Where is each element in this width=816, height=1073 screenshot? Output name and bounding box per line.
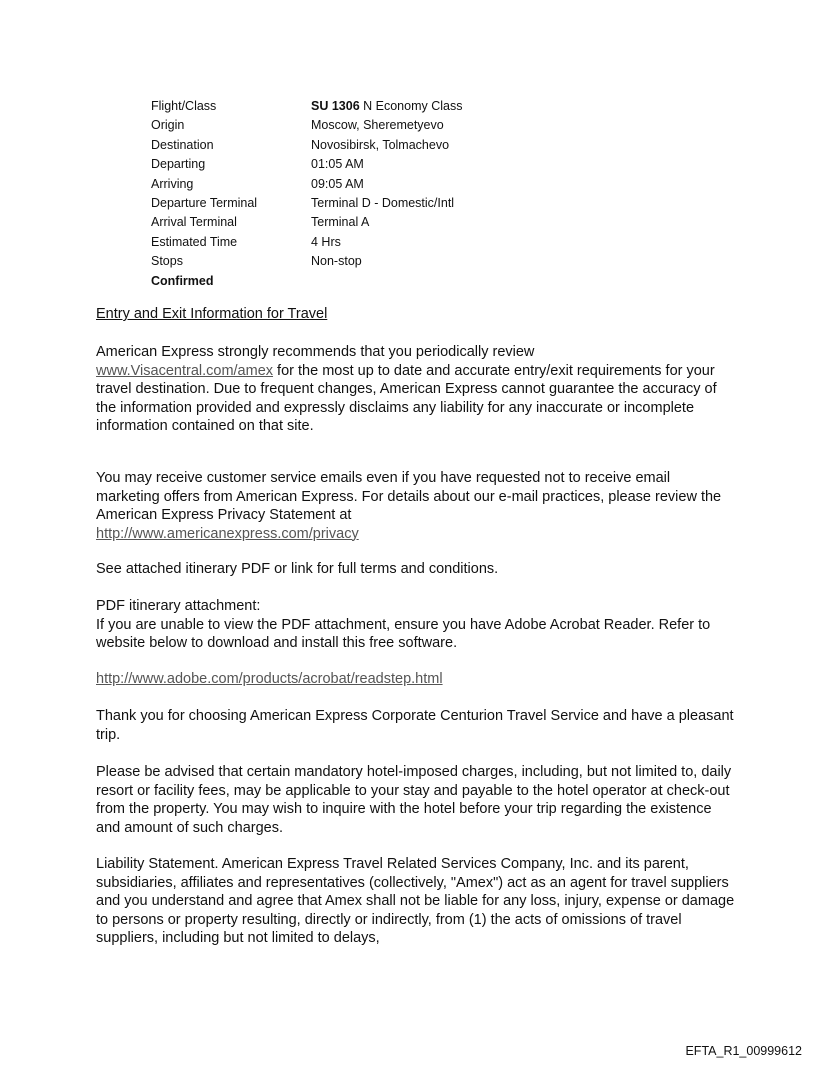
flight-value (311, 97, 462, 116)
flight-row-arrival-terminal (151, 213, 462, 232)
flight-row-departing (151, 155, 462, 174)
adobe-link[interactable]: http://www.adobe.com/products/acrobat/readstep.html (96, 671, 443, 687)
flight-label: Departure Terminal (151, 195, 258, 210)
flight-value: Terminal A (311, 215, 370, 230)
flight-row-origin (151, 116, 462, 135)
flight-row-destination (151, 136, 462, 155)
flight-number: SU 1306 (311, 99, 360, 113)
flight-label: Destination (151, 137, 214, 152)
flight-label: Flight/Class (151, 99, 217, 113)
pdf-paragraph (96, 597, 736, 653)
privacy-paragraph (96, 469, 736, 543)
flight-label: Estimated Time (151, 234, 238, 249)
document-id: EFTA_R1_00999612 (685, 1044, 802, 1058)
flight-row-arriving (151, 175, 462, 194)
terms-paragraph: See attached itinerary PDF or link for full terms and conditions. (96, 561, 499, 577)
flight-value: Novosibirsk, Tolmachevo (311, 137, 450, 152)
flight-value: 09:05 AM (311, 176, 364, 191)
entry-exit-paragraph (96, 343, 736, 436)
booking-status: Confirmed (151, 273, 214, 288)
flight-label: Arrival Terminal (151, 215, 237, 230)
pdf-text: If you are unable to view the PDF attachment, ensure you have Adobe Acrobat Reader. Refer to website below to download and install this free software. (96, 616, 711, 651)
flight-class: N Economy Class (359, 99, 463, 113)
entry-exit-body: for the most up to date and accurate entry/exit requirements for your travel destination. Due to frequent changes, American Express cannot guarantee the accuracy of the information provided and expressly disclaims any liability for any inaccurate or incomplete information contained on that site. (96, 362, 717, 434)
adobe-link-paragraph (96, 670, 736, 689)
flight-value: Moscow, Sheremetyevo (311, 118, 444, 133)
flight-value: Terminal D - Domestic/Intl (311, 195, 455, 210)
flight-row-stops (151, 252, 462, 271)
privacy-text: You may receive customer service emails even if you have requested not to receive email marketing offers from American Express. For details about our e-mail practices, please review the American Express Privacy Statement at (96, 470, 722, 523)
flight-row-status (151, 272, 462, 291)
flight-details-table (151, 97, 462, 291)
flight-row-departure-terminal (151, 194, 462, 213)
flight-label: Stops (151, 254, 183, 269)
flight-row-flight-class (151, 97, 462, 116)
flight-label: Arriving (151, 176, 194, 191)
privacy-link[interactable]: http://www.americanexpress.com/privacy (96, 525, 359, 542)
flight-value: 01:05 AM (311, 157, 364, 172)
entry-exit-intro: American Express strongly recommends that you periodically review (96, 344, 535, 360)
flight-value: 4 Hrs (311, 234, 341, 249)
flight-row-estimated-time (151, 233, 462, 252)
visacentral-link[interactable]: www.Visacentral.com/amex (96, 362, 274, 379)
flight-label: Origin (151, 118, 185, 133)
flight-value: Non-stop (311, 254, 362, 269)
pdf-title: PDF itinerary attachment: (96, 598, 261, 614)
entry-exit-heading: Entry and Exit Information for Travel (96, 306, 328, 322)
thanks-paragraph: Thank you for choosing American Express Corporate Centurion Travel Service and have a pleasant trip. (96, 708, 734, 743)
flight-label: Departing (151, 157, 206, 172)
hotel-charges-paragraph: Please be advised that certain mandatory hotel-imposed charges, including, but not limited to, daily resort or facility fees, may be applicable to your stay and payable to the hotel operator at check-out from the property. You may wish to inquire with the hotel before your trip regarding the existence and amount of such charges. (96, 764, 732, 836)
liability-paragraph: Liability Statement. American Express Travel Related Services Company, Inc. and its parent, subsidiaries, affiliates and representatives (collectively, "Amex") act as an agent for travel suppliers and you understand and agree that Amex shall not be liable for any loss, injury, expense or damage to persons or property resulting, directly or indirectly, from (1) the acts of omissions of travel suppliers, including but not limited to delays, (96, 856, 735, 946)
